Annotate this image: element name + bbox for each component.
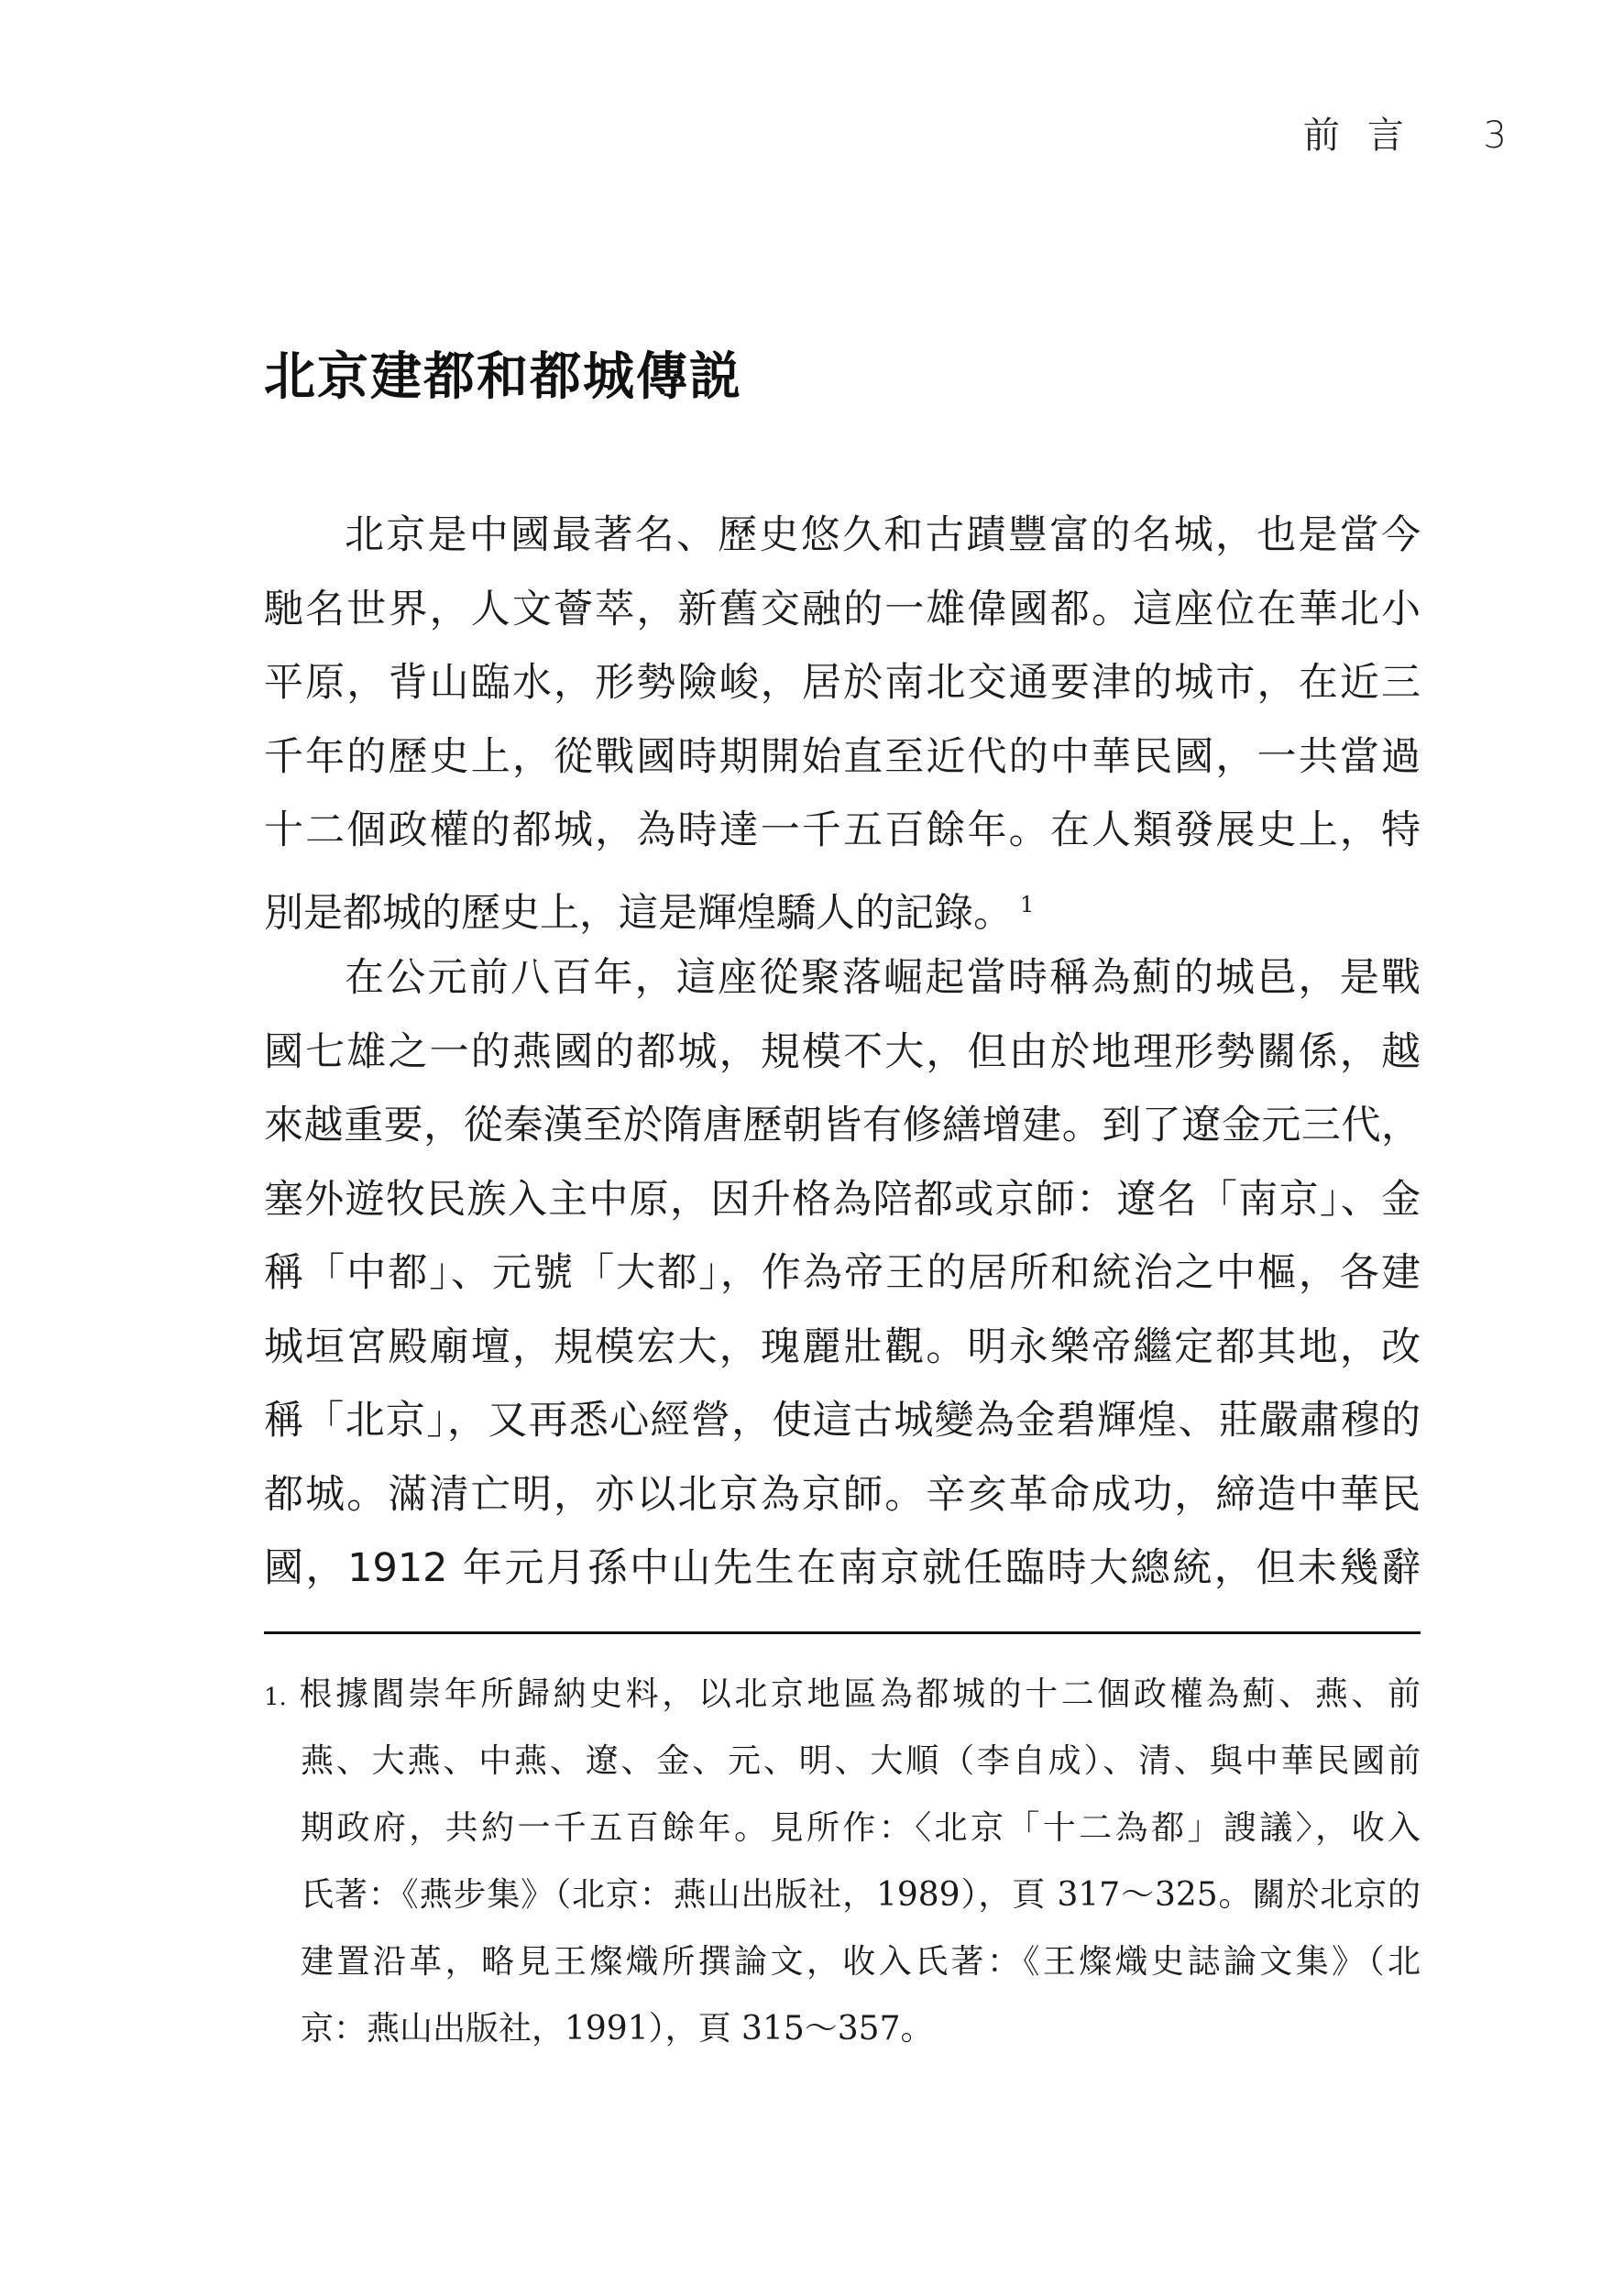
body-line: 國，1912 年元月孫中山先生在南京就任臨時大總統，但未幾辭: [264, 1545, 1421, 1591]
body-line: 千年的歷史上，從戰國時期開始直至近代的中華民國，一共當過: [264, 733, 1421, 780]
footnote-line: 燕、大燕、中燕、遼、金、元、明、大順（李自成）、清、與中華民國前: [301, 1742, 1421, 1780]
footnote-line: 期政府，共約一千五百餘年。見所作：〈北京「十二為都」謏議〉，收入: [301, 1809, 1421, 1847]
footnote-text: 根據閻崇年所歸納史料，以北京地區為都城的十二個政權為薊、燕、前: [295, 1675, 1421, 1713]
running-head: [1303, 110, 1507, 161]
body-line: 國七雄之一的燕國的都城，規模不大，但由於地理形勢關係，越: [264, 1028, 1421, 1075]
body-line: 在公元前八百年，這座從聚落崛起當時稱為薊的城邑，是戰: [345, 955, 1421, 1001]
body-line: 來越重要，從秦漢至於隋唐歷朝皆有修繕增建。到了遼金元三代，: [264, 1103, 1421, 1148]
body-line: 十二個政權的都城，為時達一千五百餘年。在人類發展史上，特: [264, 807, 1421, 853]
footnote-line: 建置沿革，略見王燦熾所撰論文，收入氏著：《王燦熾史誌論文集》（北: [301, 1943, 1421, 1981]
body-line: 城垣宮殿廟壇，規模宏大，瑰麗壯觀。明永樂帝繼定都其地，改: [264, 1323, 1421, 1370]
body-line: 北京是中國最著名、歷史悠久和古蹟豐富的名城，也是當今: [345, 512, 1421, 558]
footnote-divider: [264, 1631, 1421, 1634]
footnote-line: 京：燕山出版社，1991），頁 315～357。: [301, 2010, 934, 2048]
chapter-title: 北京建都和都城傳説: [264, 347, 742, 407]
footnote-line: 氏著：《燕步集》（北京：燕山出版社，1989），頁 317～325。關於北京的: [301, 1876, 1421, 1914]
body-line: 別是都城的歷史上，這是輝煌驕人的記錄。: [264, 889, 1013, 936]
body-line: 稱「中都」、元號「大都」，作為帝王的居所和統治之中樞，各建: [264, 1250, 1421, 1296]
footnote: [264, 1661, 1421, 2062]
footnote-line: [264, 1661, 1421, 1728]
running-head-section: 前言: [1302, 115, 1432, 157]
body-line: 塞外遊牧民族入主中原，因升格為陪都或京師：遼名「南京」、金: [264, 1176, 1421, 1223]
body-line: 都城。滿清亡明，亦以北京為京師。辛亥革命成功，締造中華民: [264, 1471, 1421, 1518]
footnote-number: 1.: [264, 1684, 287, 1711]
footnote-marker[interactable]: 1: [1020, 891, 1035, 917]
body-line: 平原，背山臨水，形勢險峻，居於南北交通要津的城市，在近三: [264, 660, 1421, 706]
body-line: 馳名世界，人文薈萃，新舊交融的一雄偉國都。這座位在華北小: [264, 586, 1421, 632]
body-line-with-footnote: [264, 868, 1421, 942]
body-text: [264, 499, 1421, 1606]
page-number: 3: [1483, 115, 1507, 157]
body-line: 稱「北京」，又再悉心經營，使這古城變為金碧輝煌、莊嚴肅穆的: [264, 1398, 1421, 1444]
